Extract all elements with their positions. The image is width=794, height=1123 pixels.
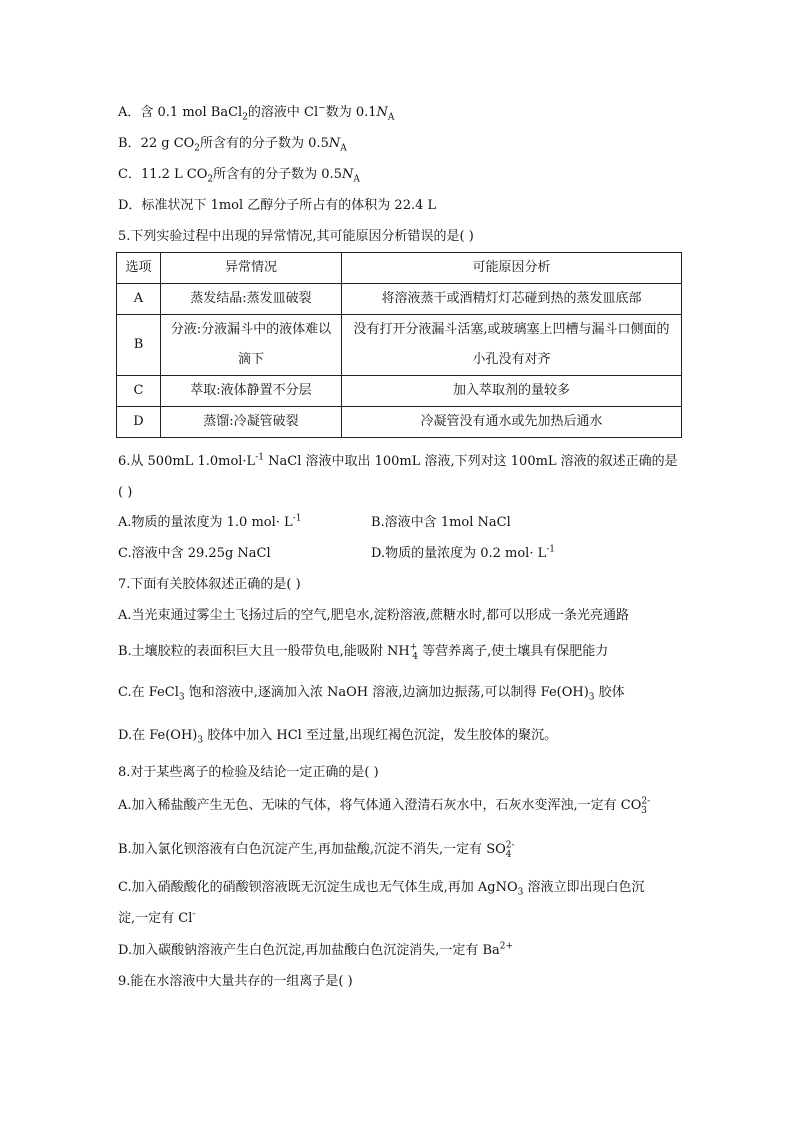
q7-option-d: D.在 $Fe(OH)_3$ 胶体中加入 HCl 至过量,出现红褐色沉淀，发生胶体的聚沉。 (118, 728, 558, 746)
table-row (117, 407, 682, 438)
q4-option-a: A．含 0.1 mol BaCl$_2$的溶液中 Cl−数为 $0.1N_A$ (118, 103, 395, 123)
row-cause: 没有打开分液漏斗活塞,或玻璃塞上凹槽与漏斗口侧面的小孔没有对齐 (342, 315, 682, 376)
table-header-row (117, 253, 682, 284)
q8-stem: 8.对于某些离子的检验及结论一定正确的是( ) (118, 765, 379, 780)
row-situation: 分液:分液漏斗中的液体难以滴下 (161, 315, 342, 376)
row-cause: 冷凝管没有通水或先加热后通水 (342, 407, 682, 438)
q5-table (116, 252, 682, 438)
q6-option-d: D.物质的量浓度为 0.2 $mol\cdot L^{-1}$ (371, 544, 556, 561)
row-situation: 蒸发结晶:蒸发皿破裂 (161, 284, 342, 315)
header-situation: 异常情况 (161, 253, 342, 284)
q5-stem: 5.下列实验过程中出现的异常情况,其可能原因分析错误的是( ) (118, 229, 474, 244)
table-row (117, 315, 682, 376)
q9-stem: 9.能在水溶液中大量共存的一组离子是( ) (118, 974, 353, 989)
table-row (117, 284, 682, 315)
q7-option-b: B.土壤胶粒的表面积巨大且一般带负电,能吸附 $NH^+_4$ 等营养离子,使土壤具有保肥能力 (118, 642, 609, 662)
q6-option-b: B.溶液中含 1mol NaCl (371, 515, 511, 530)
q8-option-a: A.加入稀盐酸产生无色、无味的气体，将气体通入澄清石灰水中，石灰水变浑浊,一定有 $CO^{2-}_3$ (118, 796, 651, 816)
q7-option-a: A.当光束通过雾尘土飞扬过后的空气,肥皂水,淀粉溶液,蔗糖水时,都可以形成一条光亮通路 (118, 608, 630, 623)
row-situation: 萃取:液体静置不分层 (161, 376, 342, 407)
q6-stem-paren: ( ) (118, 485, 133, 500)
q6-option-c: C.溶液中含 29.25g NaCl (118, 546, 271, 561)
header-option: 选项 (117, 253, 161, 284)
row-option: C (117, 376, 161, 407)
row-option: D (117, 407, 161, 438)
table-row (117, 376, 682, 407)
row-cause: 加入萃取剂的量较多 (342, 376, 682, 407)
q7-option-c: C.在 FeCl$_3$ 饱和溶液中,逐滴加入浓 NaOH 溶液,边滴加边振荡,可以制得 $Fe(OH)_3$ 胶体 (118, 685, 625, 703)
q6-stem: 6.从 500mL $1.0mol\cdot L^{-1}$ NaCl 溶液中取出 100mL 溶液,下列对这 100mL 溶液的叙述正确的是 (118, 452, 678, 469)
q8-option-b: B.加入氯化钡溶液有白色沉淀产生,再加盐酸,沉淀不消失,一定有 $SO^{2-}_4$ (118, 840, 515, 860)
row-cause: 将溶液蒸干或酒精灯灯芯碰到热的蒸发皿底部 (342, 284, 682, 315)
q6-option-a: A.物质的量浓度为 1.0 $mol\cdot L^{-1}$ (118, 513, 302, 530)
q4-option-c: C．11.2 L $CO_2$所含有的分子数为 $0.5N_A$ (118, 167, 360, 185)
row-option: B (117, 315, 161, 376)
row-option: A (117, 284, 161, 315)
row-situation: 蒸馏:冷凝管破裂 (161, 407, 342, 438)
q7-stem: 7.下面有关胶体叙述正确的是( ) (118, 577, 301, 592)
q8-option-d: D.加入碳酸钠溶液产生白色沉淀,再加盐酸白色沉淀消失,一定有 $Ba^{2+}$ (118, 941, 514, 958)
q8-option-c-line1: C.加入硝酸酸化的硝酸钡溶液既无沉淀生成也无气体生成,再加 AgNO$_3$ 溶液立即出现白色沉 (118, 880, 645, 898)
header-cause: 可能原因分析 (342, 253, 682, 284)
q8-option-c-line2: 淀,一定有 Cl- (118, 909, 196, 926)
q4-option-d: D．标准状况下 1mol 乙醇分子所占有的体积为 22.4 L (118, 198, 437, 213)
q4-option-b: B．22 g $CO_2$所含有的分子数为 $0.5N_A$ (118, 136, 347, 154)
